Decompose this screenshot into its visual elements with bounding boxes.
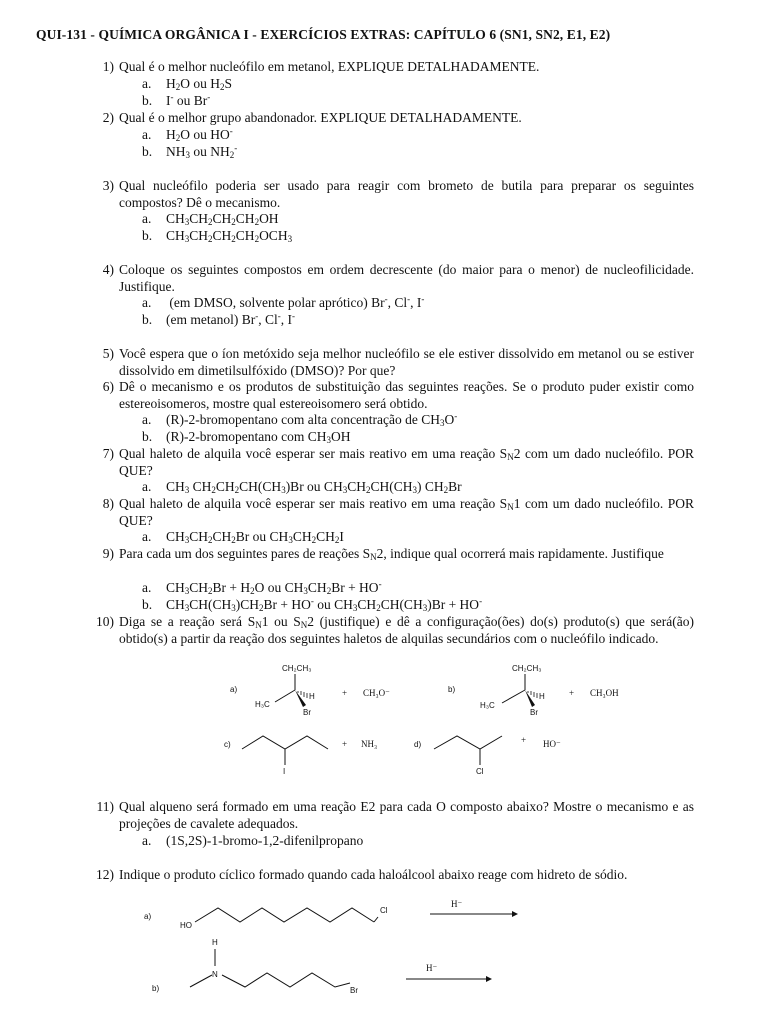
svg-text:H: H	[539, 692, 545, 701]
svg-text:CH₃OH: CH₃OH	[590, 688, 619, 698]
q3-option-a: a. $CH_3CH_2CH_2CH_2OH$	[142, 211, 279, 227]
label-a: a)	[230, 685, 238, 694]
svg-text:HO⁻: HO⁻	[543, 739, 561, 749]
q4-option-a: a. (em DMSO, solvente polar aprótico) Br-, Cl-, I-	[142, 294, 425, 310]
svg-text:N: N	[212, 970, 218, 979]
page-title: QUI-131 - QUÍMICA ORGÂNICA I - EXERCÍCIOS EXTRAS: CAPÍTULO 6 (SN1, SN2, E1, E2)	[36, 27, 611, 42]
svg-text:+: +	[569, 688, 575, 698]
q2-option-b: b. $NH_3$ ou $NH_2^-$	[142, 143, 238, 160]
structure-12a	[140, 895, 540, 940]
svg-text:H⁻: H⁻	[426, 963, 438, 973]
label-a: a)	[144, 912, 152, 921]
question-10: 10) Diga se a reação será $S_N1$ ou $S_N2$ (justifique) e dê a configuração(ões) do(s) produto(s) que será(ão) obtido(s) a partir da reação dos seguintes haletos de alquilas secundários com o nucleófilo indicado.	[96, 614, 695, 646]
svg-text:H: H	[212, 938, 218, 947]
q2-option-a: a. $H_2O$ ou HO-	[142, 126, 233, 143]
q6-option-a: a. (R)-2-bromopentano com alta concentração de $CH_3O^-$	[142, 411, 458, 428]
svg-text:Cl: Cl	[476, 767, 484, 776]
question-11: 11) Qual alqueno será formado em uma reação E2 para cada O composto abaixo? Mostre o mecanismo e as projeções de cavalete adequados.	[96, 799, 694, 831]
q9-option-b: b. $CH_3CH(CH_3)CH_2Br + HO^-$ ou $CH_3CH_2CH(CH_3)Br + HO^-$	[142, 596, 483, 613]
label-b: b)	[152, 984, 160, 993]
q3-option-b: b. $CH_3CH_2CH_2CH_2OCH_3$	[142, 228, 293, 244]
question-1: 1) Qual é o melhor nucleófilo em metanol, EXPLIQUE DETALHADAMENTE.	[102, 59, 540, 74]
question-5: 5) Você espera que o íon metóxido seja melhor nucleófilo se ele estiver dissolvido em metanol ou se estiver dissolvido em dimetilsulfóxido (DMSO)? Por que?	[102, 346, 694, 378]
svg-text:CH₃O⁻: CH₃O⁻	[363, 688, 390, 698]
q11-option-a: a. (1S,2S)-1-bromo-1,2-difenilpropano	[142, 833, 364, 848]
svg-text:I: I	[283, 767, 286, 776]
q1-option-b: b. I- ou Br-	[142, 92, 211, 108]
q1-option-a: a. $H_2O$ ou $H_2S$	[142, 76, 233, 92]
structure-10a	[220, 660, 420, 720]
structure-10d	[410, 725, 570, 780]
q6-option-b: b. (R)-2-bromopentano com $CH_3OH$	[142, 429, 351, 445]
svg-text:Br: Br	[303, 708, 311, 717]
q8-option-a: a. $CH_3CH_2CH_2Br$ ou $CH_3CH_2CH_2I$	[142, 529, 344, 545]
svg-text:H: H	[309, 692, 315, 701]
svg-text:Cl: Cl	[380, 906, 388, 915]
question-4: 4) Coloque os seguintes compostos em ordem decrescente (do maior para o menor) de nucleofilicidade. Justifique.	[102, 262, 694, 294]
svg-text:CH₂CH₃: CH₂CH₃	[282, 664, 312, 673]
svg-text:CH₂CH₃: CH₂CH₃	[512, 664, 542, 673]
structure-12b	[140, 935, 540, 1000]
question-6: 6) Dê o mecanismo e os produtos de substituição das seguintes reações. Se o produto puder existir como estereoisomeros, mostre qual estereoisomero será obtido.	[102, 379, 694, 411]
svg-text:+: +	[521, 735, 527, 745]
label-c: c)	[224, 740, 231, 749]
question-12: 12) Indique o produto cíclico formado quando cada haloálcool abaixo reage com hidreto de sódio.	[96, 867, 628, 882]
question-3: 3) Qual nucleófilo poderia ser usado para reagir com brometo de butila para preparar os seguintes compostos? Dê o mecanismo.	[102, 178, 694, 210]
svg-text:H₃C: H₃C	[480, 701, 495, 710]
structure-10c	[220, 725, 420, 780]
svg-text:Br: Br	[350, 986, 358, 995]
label-b: b)	[448, 685, 456, 694]
label-d: d)	[414, 740, 422, 749]
question-7: 7) Qual haleto de alquila você esperar ser mais reativo em uma reação $S_N2$ com um dado nucleófilo. POR QUE?	[102, 446, 694, 478]
svg-text:H⁻: H⁻	[451, 899, 463, 909]
svg-text:HO: HO	[180, 921, 192, 930]
question-9: 9) Para cada um dos seguintes pares de reações $S_N2$, indique qual ocorrerá mais rapidamente. Justifique	[102, 546, 664, 562]
question-2: 2) Qual é o melhor grupo abandonador. EXPLIQUE DETALHADAMENTE.	[102, 110, 522, 125]
q7-option-a: a. $CH_3$ $CH_2CH_2CH(CH_3)Br$ ou $CH_3CH_2CH(CH_3)$ $CH_2Br$	[142, 479, 462, 495]
svg-text:H₃C: H₃C	[255, 700, 270, 709]
svg-text:Br: Br	[530, 708, 538, 717]
svg-text:NH₃: NH₃	[361, 739, 378, 749]
question-8: 8) Qual haleto de alquila você esperar ser mais reativo em uma reação $S_N1$ com um dado nucleófilo. POR QUE?	[102, 496, 694, 528]
svg-text:+: +	[342, 688, 348, 698]
structure-10b	[440, 660, 640, 720]
svg-text:+: +	[342, 739, 348, 749]
q4-option-b: b. (em metanol) Br-, Cl-, I-	[142, 311, 295, 327]
q9-option-a: a. $CH_3CH_2Br + H_2O$ ou $CH_3CH_2Br + HO^-$	[142, 579, 382, 596]
